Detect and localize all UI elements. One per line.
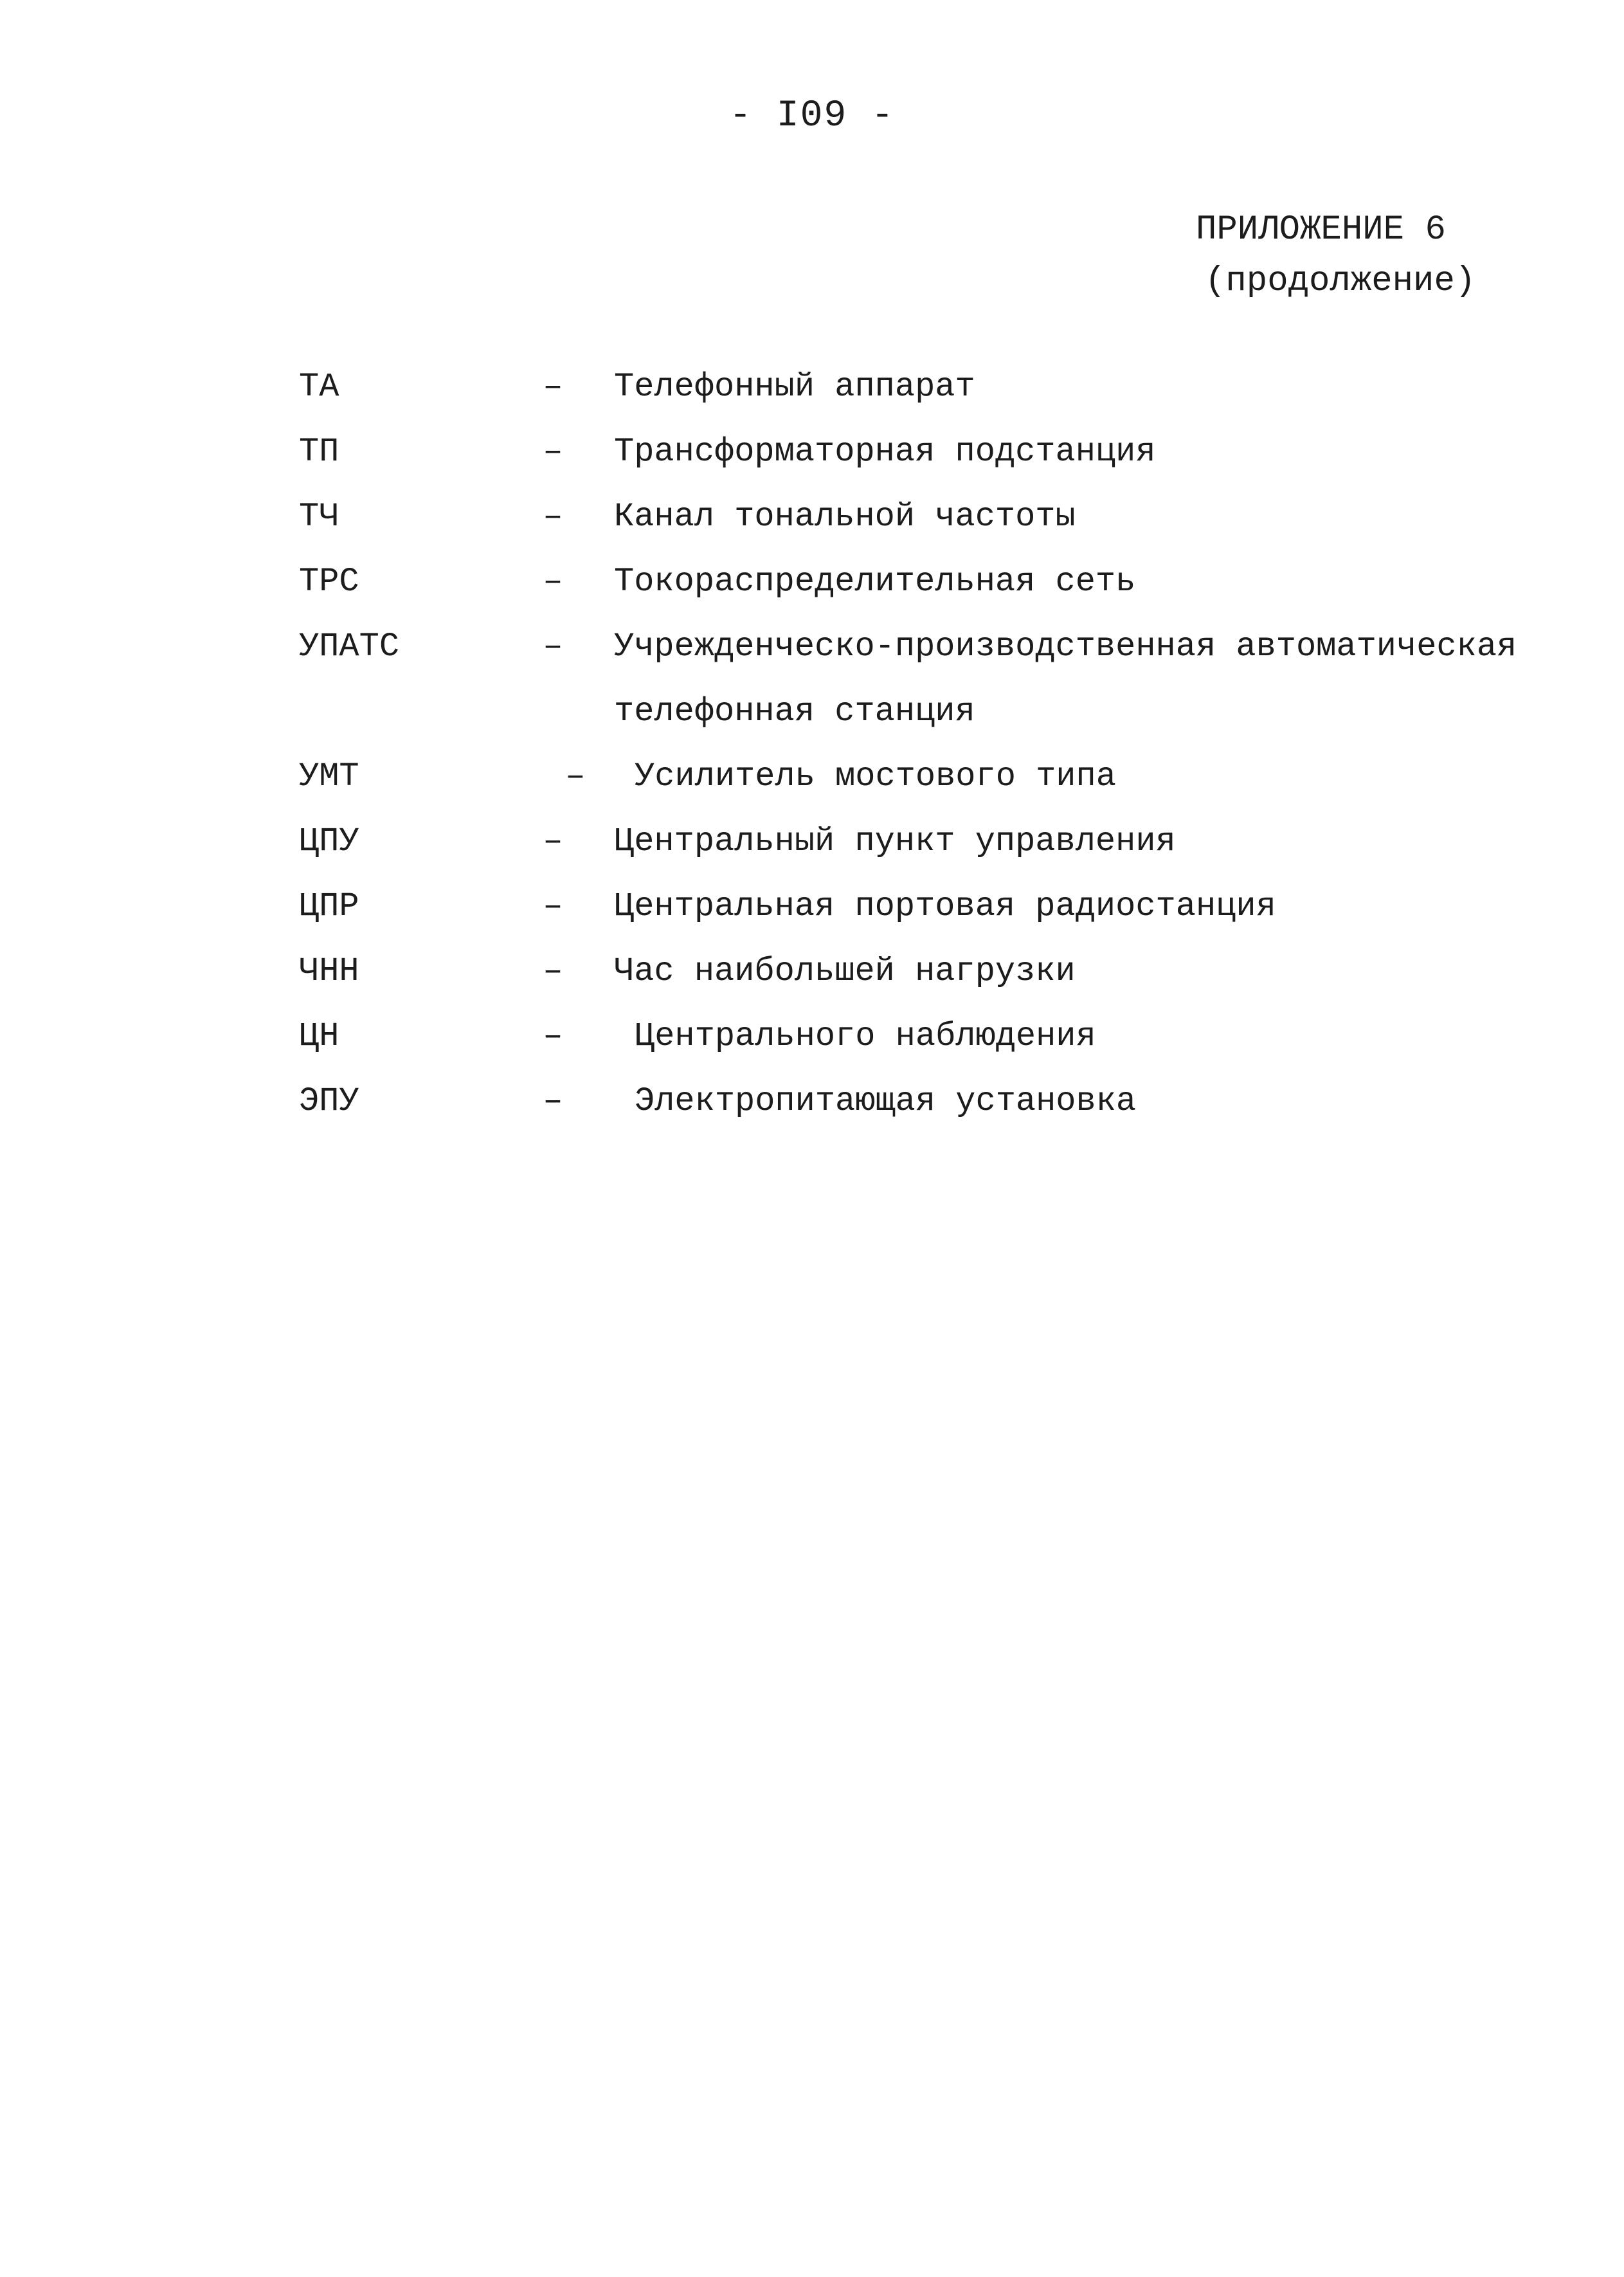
abbreviation: ЦПУ bbox=[299, 822, 359, 860]
abbreviation-list bbox=[299, 370, 1520, 1149]
description: Час наибольшей нагрузки bbox=[614, 952, 1076, 990]
dash: – bbox=[543, 1017, 563, 1055]
abbreviation: УПАТС bbox=[299, 628, 400, 666]
dash: – bbox=[543, 433, 563, 471]
description: Центральный пункт управления bbox=[614, 822, 1176, 860]
list-item bbox=[299, 630, 1520, 759]
abbreviation: УМТ bbox=[299, 757, 359, 795]
abbreviation: ТРС bbox=[299, 563, 359, 601]
dash: – bbox=[543, 1082, 563, 1120]
description: Центральная портовая радиостанция bbox=[614, 887, 1276, 925]
dash: – bbox=[543, 368, 563, 406]
page-number: - I09 - bbox=[729, 95, 895, 137]
dash: – bbox=[543, 628, 563, 666]
dash: – bbox=[543, 822, 563, 860]
dash: – bbox=[565, 757, 586, 795]
abbreviation: ЦПР bbox=[299, 887, 359, 925]
abbreviation: ЧНН bbox=[299, 952, 359, 990]
description: Центрального наблюдения bbox=[635, 1017, 1096, 1055]
abbreviation: ЦН bbox=[299, 1017, 339, 1055]
abbreviation: ТА bbox=[299, 368, 339, 406]
appendix-title: ПРИЛОЖЕНИЕ 6 bbox=[1196, 210, 1446, 249]
dash: – bbox=[543, 952, 563, 990]
dash: – bbox=[543, 498, 563, 536]
description: Учрежденческо-производственная автоматическая телефонная станция bbox=[614, 628, 1517, 730]
description: Канал тональной частоты bbox=[614, 498, 1076, 536]
appendix-subtitle: (продолжение) bbox=[1205, 262, 1476, 301]
description: Телефонный аппарат bbox=[614, 368, 975, 406]
abbreviation: ЭПУ bbox=[299, 1082, 359, 1120]
dash: – bbox=[543, 563, 563, 601]
list-item bbox=[299, 1084, 1520, 1149]
description: Трансформаторная подстанция bbox=[614, 433, 1156, 471]
appendix-header bbox=[1196, 204, 1475, 307]
dash: – bbox=[543, 887, 563, 925]
description: Токораспределительная сеть bbox=[614, 563, 1136, 601]
description: Электропитающая установка bbox=[635, 1082, 1137, 1120]
abbreviation: ТЧ bbox=[299, 498, 339, 536]
abbreviation: ТП bbox=[299, 433, 339, 471]
description: Усилитель мостового типа bbox=[635, 757, 1116, 795]
